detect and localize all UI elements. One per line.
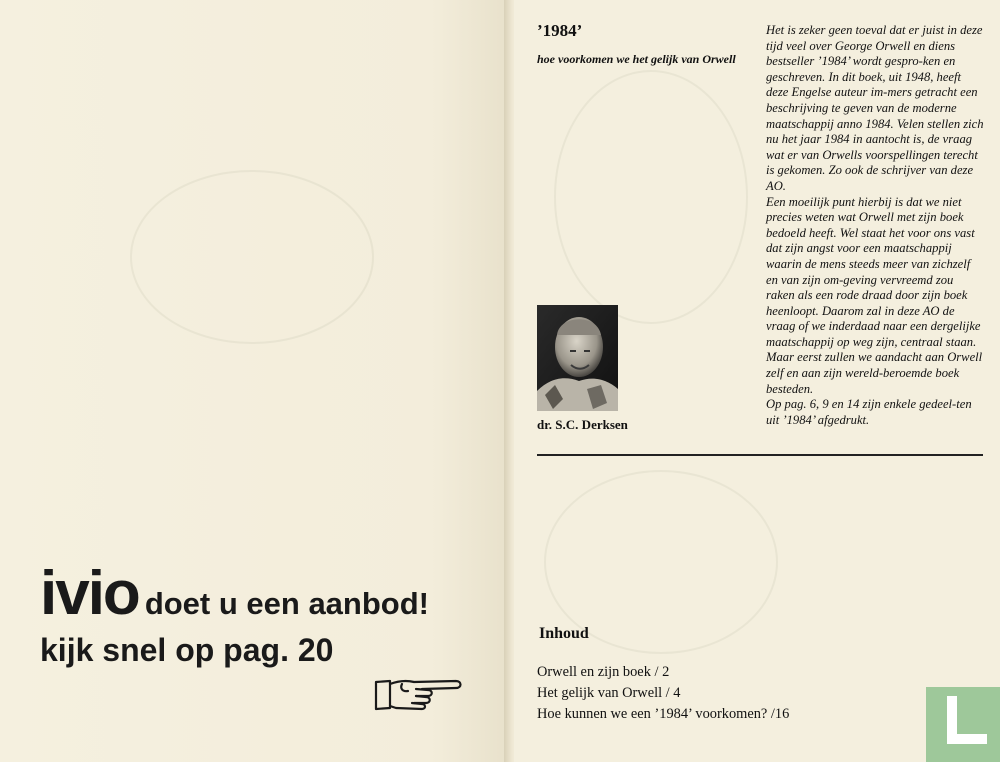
faint-portrait-outline	[554, 70, 748, 324]
faint-bleedthrough-circle	[130, 170, 374, 344]
toc-title: Inhoud	[539, 625, 589, 642]
watermark-logo-icon	[926, 687, 1000, 762]
article-body: Het is zeker geen toeval dat er juist in deze tijd veel over George Orwell en diens bestseller ’1984’ wordt gespro-ken en geschreven. In dit boek, uit 1948, heeft deze Engelse auteur im-mers getracht een beschrijving te geven van de moderne maatschappij anno 1984. Velen stellen zich nu het jaar 1984 in aantocht is, de vraag wat er van Orwells voorspellingen terecht is gekomen. Zo ook de schrijver van deze AO. Een moeilijk punt hierbij is dat we niet precies weten wat Orwell met zijn boek bedoeld heeft. Wel staat het voor ons vast dat zijn angst voor een maatschappij waarin de mens steeds meer van zichzelf en van zijn om-geving vervreemd zou raken als een rode draad door zijn boek heenloopt. Daarom zal in deze AO de vraag of we inderdaad naar een dergelijke maatschappij op weg zijn, centraal staan. Maar eerst zullen we aandacht aan Orwell zelf en aan zijn wereld-beroemde boek besteden. Op pag. 6, 9 en 14 zijn enkele gedeel-ten uit ’1984’ afgedrukt.	[766, 23, 984, 427]
ivio-brand: ivio	[40, 559, 139, 628]
pointing-hand-icon	[372, 672, 464, 716]
ad-headline-text: doet u een aanbod!	[144, 586, 429, 621]
ad-subline: kijk snel op pag. 20	[40, 632, 334, 668]
author-photo	[537, 305, 618, 411]
horizontal-rule	[537, 454, 983, 456]
article-title: ’1984’	[537, 21, 583, 40]
toc-item: Orwell en zijn boek / 2	[537, 664, 670, 680]
article-subtitle: hoe voorkomen we het gelijk van Orwell	[537, 52, 736, 66]
author-name: dr. S.C. Derksen	[537, 417, 628, 432]
toc-item: Hoe kunnen we een ’1984’ voorkomen? /16	[537, 706, 790, 722]
table-of-contents	[537, 662, 789, 725]
ad-headline	[40, 558, 429, 629]
toc-item: Het gelijk van Orwell / 4	[537, 685, 681, 701]
